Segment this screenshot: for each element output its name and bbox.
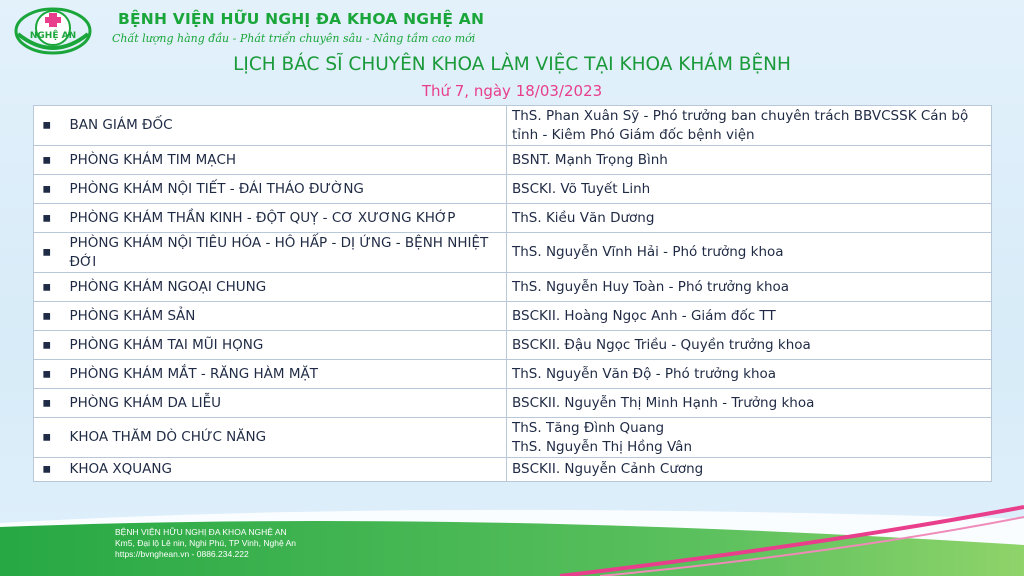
doctor-cell [507, 458, 992, 482]
doctor-cell [507, 273, 992, 302]
table-row [34, 273, 992, 302]
doctor-name: BSCKII. Hoàng Ngọc Anh - Giám đốc TT [512, 307, 776, 324]
table-row [34, 360, 992, 389]
doctor-cell [507, 146, 992, 175]
bullet-icon: ▪ [34, 175, 60, 204]
hospital-cross-logo [14, 4, 92, 58]
doctor-cell [507, 233, 992, 273]
doctor-name: ThS. Nguyễn Thị Hồng Vân [512, 438, 693, 455]
bullet-icon: ▪ [34, 106, 60, 146]
department-name: PHÒNG KHÁM NỘI TIÊU HÓA - HÔ HẤP - DỊ ỨNG - BỆNH NHIỆT ĐỚI [60, 233, 507, 273]
table-row [34, 331, 992, 360]
bullet-icon: ▪ [34, 273, 60, 302]
doctor-cell [507, 331, 992, 360]
department-name: PHÒNG KHÁM TIM MẠCH [60, 146, 507, 175]
department-name: BAN GIÁM ĐỐC [60, 106, 507, 146]
table-row [34, 458, 992, 482]
doctor-name: BSCKII. Đậu Ngọc Triều - Quyền trưởng khoa [512, 336, 811, 353]
bullet-icon: ▪ [34, 302, 60, 331]
department-name: KHOA THĂM DÒ CHỨC NĂNG [60, 418, 507, 458]
hospital-name: BỆNH VIỆN HỮU NGHỊ ĐA KHOA NGHỆ AN [118, 10, 485, 28]
bullet-icon: ▪ [34, 389, 60, 418]
table-row [34, 146, 992, 175]
doctor-cell [507, 418, 992, 458]
footer-info [115, 527, 296, 560]
doctor-cell [507, 106, 992, 146]
doctor-name: ThS. Nguyễn Huy Toàn - Phó trưởng khoa [512, 278, 790, 295]
doctor-name: ThS. Nguyễn Vĩnh Hải - Phó trưởng khoa [512, 244, 784, 260]
bullet-icon: ▪ [34, 146, 60, 175]
doctor-name: BSCKI. Võ Tuyết Linh [512, 180, 651, 197]
department-name: PHÒNG KHÁM NGOẠI CHUNG [60, 273, 507, 302]
table-row [34, 418, 992, 458]
bullet-icon: ▪ [34, 418, 60, 458]
footer-address: Km5, Đại lộ Lê nin, Nghi Phú, TP Vinh, Nghệ An [115, 538, 296, 548]
department-name: PHÒNG KHÁM THẦN KINH - ĐỘT QUỴ - CƠ XƯƠNG KHỚP [60, 204, 507, 233]
table-row [34, 175, 992, 204]
bullet-icon: ▪ [34, 360, 60, 389]
doctor-cell [507, 389, 992, 418]
department-name: KHOA XQUANG [60, 458, 507, 482]
logo-text: NGHỆ AN [29, 31, 77, 41]
table-row [34, 302, 992, 331]
department-name: PHÒNG KHÁM SẢN [60, 302, 507, 331]
department-name: PHÒNG KHÁM DA LIỄU [60, 389, 507, 418]
table-row [34, 233, 992, 273]
page-subtitle: Thứ 7, ngày 18/03/2023 [421, 82, 603, 100]
page-header [14, 4, 574, 58]
department-name: PHÒNG KHÁM MẮT - RĂNG HÀM MẶT [60, 360, 507, 389]
schedule-table [33, 105, 992, 482]
doctor-cell [507, 360, 992, 389]
doctor-cell [507, 302, 992, 331]
doctor-name: BSNT. Mạnh Trọng Bình [512, 151, 668, 168]
doctor-cell [507, 175, 992, 204]
bullet-icon: ▪ [34, 331, 60, 360]
doctor-name: BSCKII. Nguyễn Cảnh Cương [512, 461, 704, 477]
doctor-name: ThS. Nguyễn Văn Độ - Phó trưởng khoa [512, 365, 777, 382]
bullet-icon: ▪ [34, 204, 60, 233]
table-row [34, 106, 992, 146]
page-title: LỊCH BÁC SĨ CHUYÊN KHOA LÀM VIỆC TẠI KHOA KHÁM BỆNH [233, 54, 791, 75]
doctor-cell [507, 204, 992, 233]
doctor-name: ThS. Phan Xuân Sỹ - Phó trưởng ban chuyên trách BBVCSSK Cán bộ tỉnh - Kiêm Phó Giám đốc bệnh viện [512, 107, 969, 143]
doctor-name: ThS. Kiều Văn Dương [512, 209, 655, 226]
bullet-icon: ▪ [34, 458, 60, 482]
footer-hospital-name: BỆNH VIỆN HỮU NGHỊ ĐA KHOA NGHỆ AN [115, 527, 287, 537]
table-row [34, 389, 992, 418]
department-name: PHÒNG KHÁM NỘI TIẾT - ĐÁI THÁO ĐƯỜNG [60, 175, 507, 204]
department-name: PHÒNG KHÁM TAI MŨI HỌNG [60, 331, 507, 360]
table-row [34, 204, 992, 233]
doctor-name: ThS. Tăng Đình Quang [512, 419, 665, 436]
hospital-slogan: Chất lượng hàng đầu - Phát triển chuyên sâu - Nâng tầm cao mới [112, 32, 476, 45]
bullet-icon: ▪ [34, 233, 60, 273]
footer-contact: https://bvnghean.vn - 0886.234.222 [115, 549, 249, 559]
doctor-name: BSCKII. Nguyễn Thị Minh Hạnh - Trưởng khoa [512, 394, 815, 411]
